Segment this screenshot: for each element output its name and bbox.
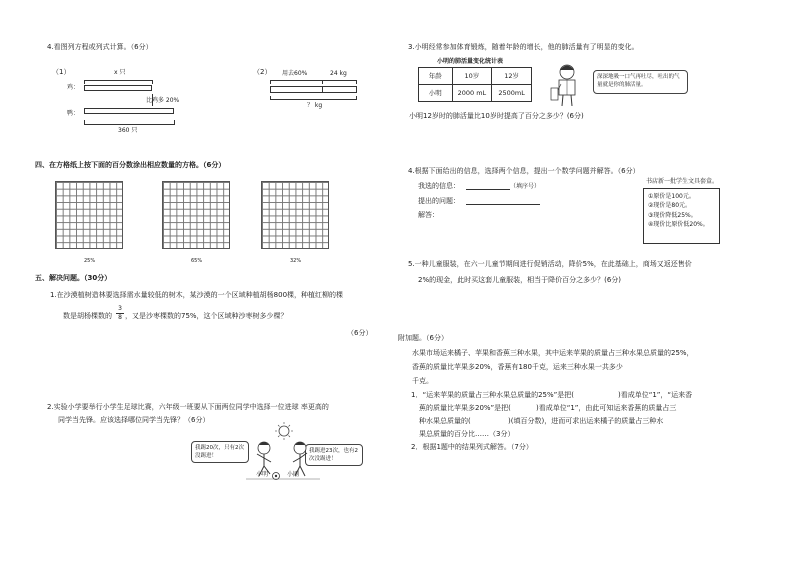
sec4-title: 四、在方格纸上按下面的百分数涂出相应数量的方格。（6分） <box>35 161 226 169</box>
extra-problem-line2: 香蕉的质量比苹果多20%，香蕉有180千克，运来三种水果一共多少 <box>412 363 623 371</box>
d2-divider <box>322 86 323 93</box>
grid-25[interactable] <box>55 181 123 249</box>
grid-label-65: 65% <box>191 258 203 264</box>
q5-5-line1: 5.一种儿童服装，在六一儿童节期间进行促销活动，降价5%，在此基础上，商场又返还售价 <box>408 260 692 268</box>
q5-3-question: 小明12岁时的肺活量比10岁时提高了百分之多少？(6分) <box>409 112 584 120</box>
q5-3-title: 3.小明经常参加体育锻炼，随着年龄的增长，他的肺活量有了明显的变化。 <box>408 43 639 51</box>
grid-65[interactable] <box>162 181 230 249</box>
q5-1-score: （6分） <box>347 329 373 337</box>
info-box <box>643 188 720 244</box>
table-cell: 小明 <box>419 85 453 102</box>
diagram1-total: 360 只 <box>118 127 138 134</box>
info-item: ②现价是80元。 <box>648 202 692 210</box>
row-duck-label: 鸭： <box>67 110 80 117</box>
diagram2-label: （2） <box>253 68 272 76</box>
diagram1-top-amount: x 只 <box>114 69 126 76</box>
info-title: 书店新一批学生文具套盒。 <box>646 178 719 185</box>
extra-q1-line3b: )(填百分数)，进而可求出运来橘子的质量占三种水 <box>508 417 664 425</box>
fraction-denominator: 8 <box>118 314 122 321</box>
extra-q1-line1a: 1．“运来苹果的质量占三种水果总质量的25%”是把( <box>411 391 574 399</box>
bubble-xiaogang: 我踢进23次，也有2次没踢进！ <box>305 444 363 466</box>
q5-5-line2: 2%的现金，此时买这套儿童服装，相当于降价百分之多少？(6分) <box>418 276 622 284</box>
extra-q1-line2b: )看成单位“1”，由此可知运来香蕉的质量占三 <box>536 404 677 412</box>
child-breathing-illustration <box>547 62 589 108</box>
diagram2-bar <box>270 86 357 93</box>
extra-q1-line2a: 蕉的质量比苹果多20%”是把( <box>419 404 511 412</box>
question-input[interactable] <box>466 196 540 205</box>
fraction-numerator: 3 <box>116 306 124 314</box>
d2-brace-mid <box>322 80 323 84</box>
diagram1-note: 比鸡多 20% <box>146 97 180 104</box>
grid-label-25: 25% <box>84 258 96 264</box>
table-cell: 2500mL <box>492 85 532 102</box>
brace-bottom-right <box>174 120 175 125</box>
extra-q1-line3a: 种水果总质量的( <box>419 417 471 425</box>
grid-32[interactable] <box>261 181 329 249</box>
table-header: 10岁 <box>452 68 492 85</box>
q5-1-line2a: 数是胡杨棵数的 <box>63 312 112 320</box>
q5-4-title: 4.根据下面给出的信息，选择两个信息，提出一个数学问题并解答。（6分） <box>408 167 640 175</box>
d2-bottom <box>270 99 357 100</box>
extra-q1-line1b: )看成单位“1”，“运来香 <box>618 391 693 399</box>
info-item: ④现价比原价低20%。 <box>648 220 709 228</box>
info-item: ①原价是100元。 <box>648 193 695 200</box>
name-xiaogang: 小刚 <box>287 471 300 478</box>
extra-q1-line4: 果总质量的百分比……（3分） <box>419 430 515 438</box>
diagram1-label: （1） <box>52 68 71 76</box>
extra-problem-line1: 水果市场运来橘子、苹果和香蕉三种水果，其中运来苹果的质量占三种水果总质量的25%， <box>412 349 694 357</box>
brace-right <box>152 80 153 84</box>
diagram2-part2: 24 kg <box>330 70 347 77</box>
q5-2-line2: 同学当先锋。应该选择哪位同学当先锋？（6分） <box>58 416 210 424</box>
q5-1-line2b: ，又是沙枣棵数的75%，这个区域种沙枣树多少棵？ <box>125 312 288 320</box>
duck-bar <box>84 108 174 114</box>
brace-top <box>84 80 152 81</box>
table-header: 12岁 <box>492 68 532 85</box>
extra-title: 附加题。（6分） <box>398 334 448 342</box>
q5-2-line1: 2.实验小学要举行小学生足球比赛，六年级一班要从下面两位同学中选择一位进球 率更高的 <box>47 403 329 411</box>
row-chicken-label: 鸡： <box>67 84 80 91</box>
grid-label-32: 32% <box>290 258 302 264</box>
lung-capacity-table <box>418 67 532 102</box>
q5-4-choice: 我选的信息： <box>418 182 460 190</box>
diagram2-unknown: ？ kg <box>307 102 323 109</box>
q5-4-ask: 提出的问题： <box>418 197 460 205</box>
diagram2-part1: 用去60% <box>282 70 308 77</box>
extra-q2: 2．根据1题中的结果列式解答。（7分） <box>411 443 533 451</box>
brace-bottom <box>84 124 175 125</box>
q4-title: 4.看图列方程或列式计算。（6分） <box>47 43 153 51</box>
q5-4-choice-note: （填序号） <box>510 183 541 190</box>
d2-brace-top <box>270 80 356 81</box>
d2-brace-r <box>356 80 357 84</box>
extra-problem-line3: 千克。 <box>412 377 433 385</box>
sec5-title: 五、解决问题。（30分） <box>35 274 112 282</box>
bubble-xiaoming: 我踢20次，只有2次没踢进！ <box>191 441 249 463</box>
table-header: 年龄 <box>419 68 453 85</box>
q5-4-solve: 解答： <box>418 211 439 219</box>
name-xiaoming: 小明 <box>256 471 269 478</box>
breath-bubble: 深深地吸一口气再吐尽，吐出的气量就是你的肺活量。 <box>593 70 688 94</box>
d2-bottom-r <box>356 96 357 100</box>
info-item: ③现价降低25%。 <box>648 211 697 219</box>
football-players-illustration <box>238 421 328 483</box>
chicken-bar <box>84 85 152 91</box>
table-cell: 2000 mL <box>452 85 492 102</box>
stat-table-title: 小明的肺活量变化统计表 <box>437 58 504 65</box>
q5-1-line1: 1.在沙漠植树造林要选择需水量较低的树木，某沙漠的一个区域种植胡杨800棵，种植红柳的棵 <box>50 291 344 299</box>
choice-input[interactable] <box>466 181 510 190</box>
